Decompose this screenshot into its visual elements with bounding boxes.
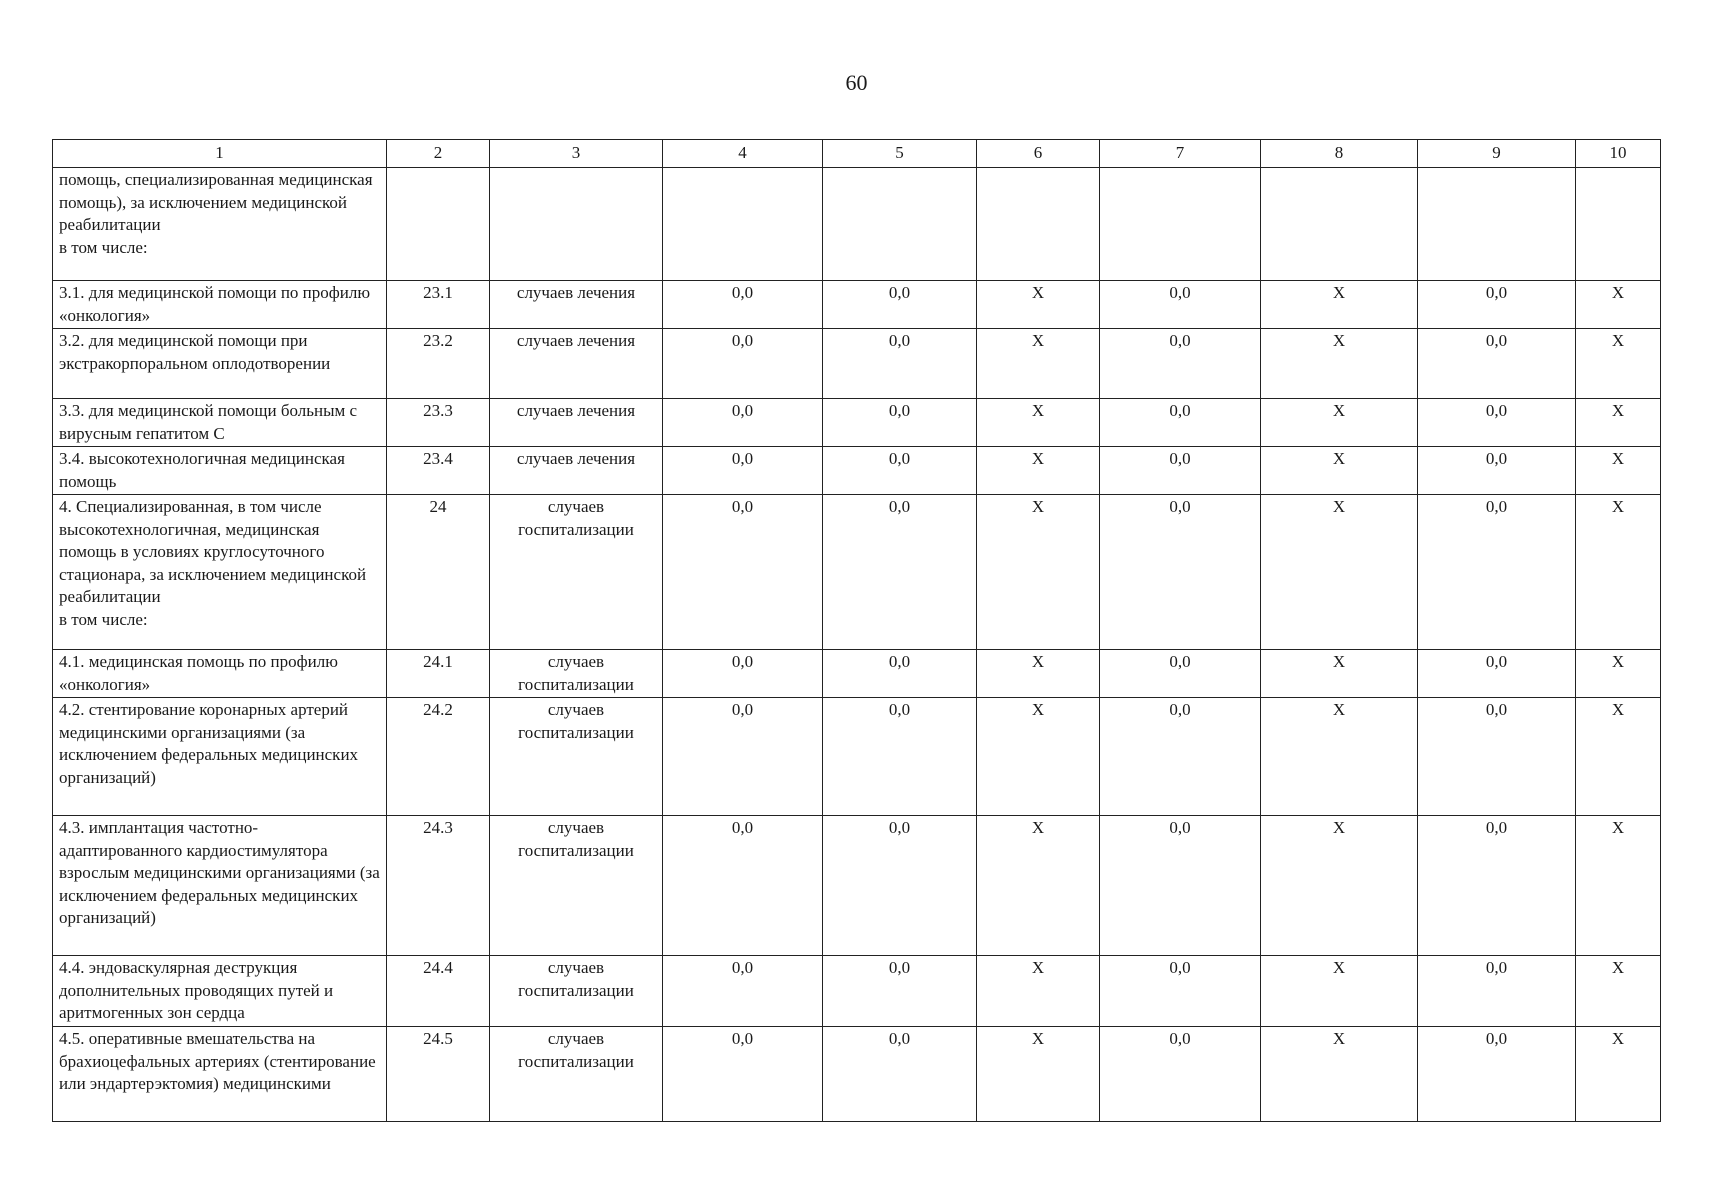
value-cell: X — [1576, 329, 1661, 399]
value-cell: X — [1576, 816, 1661, 956]
value-cell: X — [977, 956, 1100, 1027]
value-cell: X — [977, 1027, 1100, 1122]
value-cell: X — [1261, 650, 1418, 698]
row-code-cell: 23.3 — [387, 399, 490, 447]
value-cell: 0,0 — [663, 281, 823, 329]
value-cell: X — [977, 816, 1100, 956]
row-code-cell: 23.2 — [387, 329, 490, 399]
value-cell: 0,0 — [1100, 1027, 1261, 1122]
table-row — [53, 281, 1661, 329]
value-cell: X — [1261, 281, 1418, 329]
header-cell: 6 — [977, 140, 1100, 168]
row-unit-cell — [490, 168, 663, 281]
value-cell — [1418, 168, 1576, 281]
value-cell: X — [1576, 650, 1661, 698]
value-cell: 0,0 — [1418, 447, 1576, 495]
table-row — [53, 329, 1661, 399]
value-cell: 0,0 — [1100, 329, 1261, 399]
value-cell: X — [1261, 956, 1418, 1027]
value-cell — [1576, 168, 1661, 281]
value-cell — [1100, 168, 1261, 281]
value-cell: 0,0 — [1100, 816, 1261, 956]
value-cell: 0,0 — [823, 816, 977, 956]
row-code-cell: 24.4 — [387, 956, 490, 1027]
value-cell: X — [1576, 956, 1661, 1027]
value-cell: 0,0 — [663, 399, 823, 447]
row-code-cell: 24 — [387, 495, 490, 650]
value-cell — [663, 168, 823, 281]
row-name-cell: 3.1. для медицинской помощи по профилю «онкология» — [53, 281, 387, 329]
value-cell: X — [977, 329, 1100, 399]
value-cell: 0,0 — [1418, 1027, 1576, 1122]
row-name-cell: помощь, специализированная медицинская помощь), за исключением медицинской реабилитации в том числе: — [53, 168, 387, 281]
value-cell: 0,0 — [823, 281, 977, 329]
row-name-cell: 3.4. высокотехнологичная медицинская помощь — [53, 447, 387, 495]
row-unit-cell: случаев госпитализации — [490, 698, 663, 816]
row-name-cell: 3.2. для медицинской помощи при экстракорпоральном оплодотворении — [53, 329, 387, 399]
value-cell: X — [977, 399, 1100, 447]
value-cell: X — [1576, 1027, 1661, 1122]
value-cell — [1261, 168, 1418, 281]
value-cell: 0,0 — [663, 650, 823, 698]
value-cell: 0,0 — [663, 1027, 823, 1122]
row-code-cell — [387, 168, 490, 281]
value-cell: 0,0 — [823, 329, 977, 399]
value-cell: 0,0 — [1100, 495, 1261, 650]
row-unit-cell: случаев госпитализации — [490, 816, 663, 956]
value-cell: 0,0 — [663, 447, 823, 495]
table-row — [53, 1027, 1661, 1122]
value-cell: X — [1576, 447, 1661, 495]
value-cell: X — [1576, 399, 1661, 447]
value-cell: X — [1576, 495, 1661, 650]
value-cell: 0,0 — [1418, 329, 1576, 399]
row-name-cell: 4.4. эндоваскулярная деструкция дополнительных проводящих путей и аритмогенных зон сердца — [53, 956, 387, 1027]
row-code-cell: 23.4 — [387, 447, 490, 495]
header-cell: 3 — [490, 140, 663, 168]
value-cell: X — [977, 698, 1100, 816]
value-cell: 0,0 — [823, 956, 977, 1027]
value-cell: X — [977, 281, 1100, 329]
value-cell: X — [1261, 698, 1418, 816]
value-cell: X — [1261, 329, 1418, 399]
table-row — [53, 447, 1661, 495]
value-cell: 0,0 — [1418, 399, 1576, 447]
table-row — [53, 399, 1661, 447]
row-name-cell: 4.5. оперативные вмешательства на брахиоцефальных артериях (стентирование или эндартерэктомия) медицинскими — [53, 1027, 387, 1122]
row-unit-cell: случаев лечения — [490, 399, 663, 447]
value-cell: 0,0 — [823, 650, 977, 698]
value-cell: X — [1261, 495, 1418, 650]
value-cell: 0,0 — [823, 399, 977, 447]
row-code-cell: 24.5 — [387, 1027, 490, 1122]
header-cell: 5 — [823, 140, 977, 168]
row-unit-cell: случаев госпитализации — [490, 650, 663, 698]
table-row — [53, 816, 1661, 956]
value-cell — [823, 168, 977, 281]
row-name-cell: 4.1. медицинская помощь по профилю «онкология» — [53, 650, 387, 698]
header-cell: 7 — [1100, 140, 1261, 168]
row-name-cell: 4. Специализированная, в том числе высокотехнологичная, медицинская помощь в условиях круглосуточного стационара, за исключением медицинской реабилитации в том числе: — [53, 495, 387, 650]
table-row — [53, 168, 1661, 281]
value-cell: X — [1261, 1027, 1418, 1122]
value-cell: X — [1261, 399, 1418, 447]
table-row — [53, 650, 1661, 698]
header-cell: 4 — [663, 140, 823, 168]
row-name-cell: 4.2. стентирование коронарных артерий медицинскими организациями (за исключением федеральных медицинских организаций) — [53, 698, 387, 816]
value-cell: 0,0 — [1100, 650, 1261, 698]
row-name-cell: 3.3. для медицинской помощи больным с вирусным гепатитом С — [53, 399, 387, 447]
row-name-cell: 4.3. имплантация частотно-адаптированного кардиостимулятора взрослым медицинскими организациями (за исключением федеральных медицинских организаций) — [53, 816, 387, 956]
value-cell: 0,0 — [663, 329, 823, 399]
value-cell: X — [977, 650, 1100, 698]
row-unit-cell: случаев лечения — [490, 329, 663, 399]
header-cell: 8 — [1261, 140, 1418, 168]
row-code-cell: 24.1 — [387, 650, 490, 698]
header-cell: 10 — [1576, 140, 1661, 168]
value-cell — [977, 168, 1100, 281]
value-cell: X — [1576, 698, 1661, 816]
value-cell: 0,0 — [1418, 816, 1576, 956]
table-row — [53, 495, 1661, 650]
value-cell: 0,0 — [1100, 399, 1261, 447]
value-cell: 0,0 — [823, 1027, 977, 1122]
row-code-cell: 24.3 — [387, 816, 490, 956]
row-unit-cell: случаев госпитализации — [490, 1027, 663, 1122]
value-cell: 0,0 — [823, 698, 977, 816]
value-cell: 0,0 — [1418, 956, 1576, 1027]
value-cell: 0,0 — [663, 698, 823, 816]
value-cell: 0,0 — [823, 495, 977, 650]
value-cell: 0,0 — [1418, 495, 1576, 650]
value-cell: 0,0 — [663, 956, 823, 1027]
column-number-row — [53, 140, 1661, 168]
value-cell: 0,0 — [823, 447, 977, 495]
value-cell: X — [1261, 447, 1418, 495]
table-row — [53, 956, 1661, 1027]
header-cell: 9 — [1418, 140, 1576, 168]
table-row — [53, 698, 1661, 816]
value-cell: 0,0 — [1100, 447, 1261, 495]
value-cell: 0,0 — [1100, 281, 1261, 329]
page-number: 60 — [845, 70, 868, 95]
value-cell: 0,0 — [1100, 698, 1261, 816]
row-unit-cell: случаев лечения — [490, 281, 663, 329]
value-cell: 0,0 — [1418, 281, 1576, 329]
indicators-table — [52, 139, 1661, 1122]
row-unit-cell: случаев госпитализации — [490, 956, 663, 1027]
row-code-cell: 23.1 — [387, 281, 490, 329]
value-cell: X — [977, 495, 1100, 650]
value-cell: 0,0 — [1100, 956, 1261, 1027]
row-unit-cell: случаев лечения — [490, 447, 663, 495]
row-unit-cell: случаев госпитализации — [490, 495, 663, 650]
value-cell: 0,0 — [1418, 698, 1576, 816]
value-cell: X — [1576, 281, 1661, 329]
header-cell: 2 — [387, 140, 490, 168]
value-cell: X — [977, 447, 1100, 495]
header-cell: 1 — [53, 140, 387, 168]
row-code-cell: 24.2 — [387, 698, 490, 816]
value-cell: 0,0 — [663, 495, 823, 650]
value-cell: 0,0 — [663, 816, 823, 956]
value-cell: 0,0 — [1418, 650, 1576, 698]
value-cell: X — [1261, 816, 1418, 956]
